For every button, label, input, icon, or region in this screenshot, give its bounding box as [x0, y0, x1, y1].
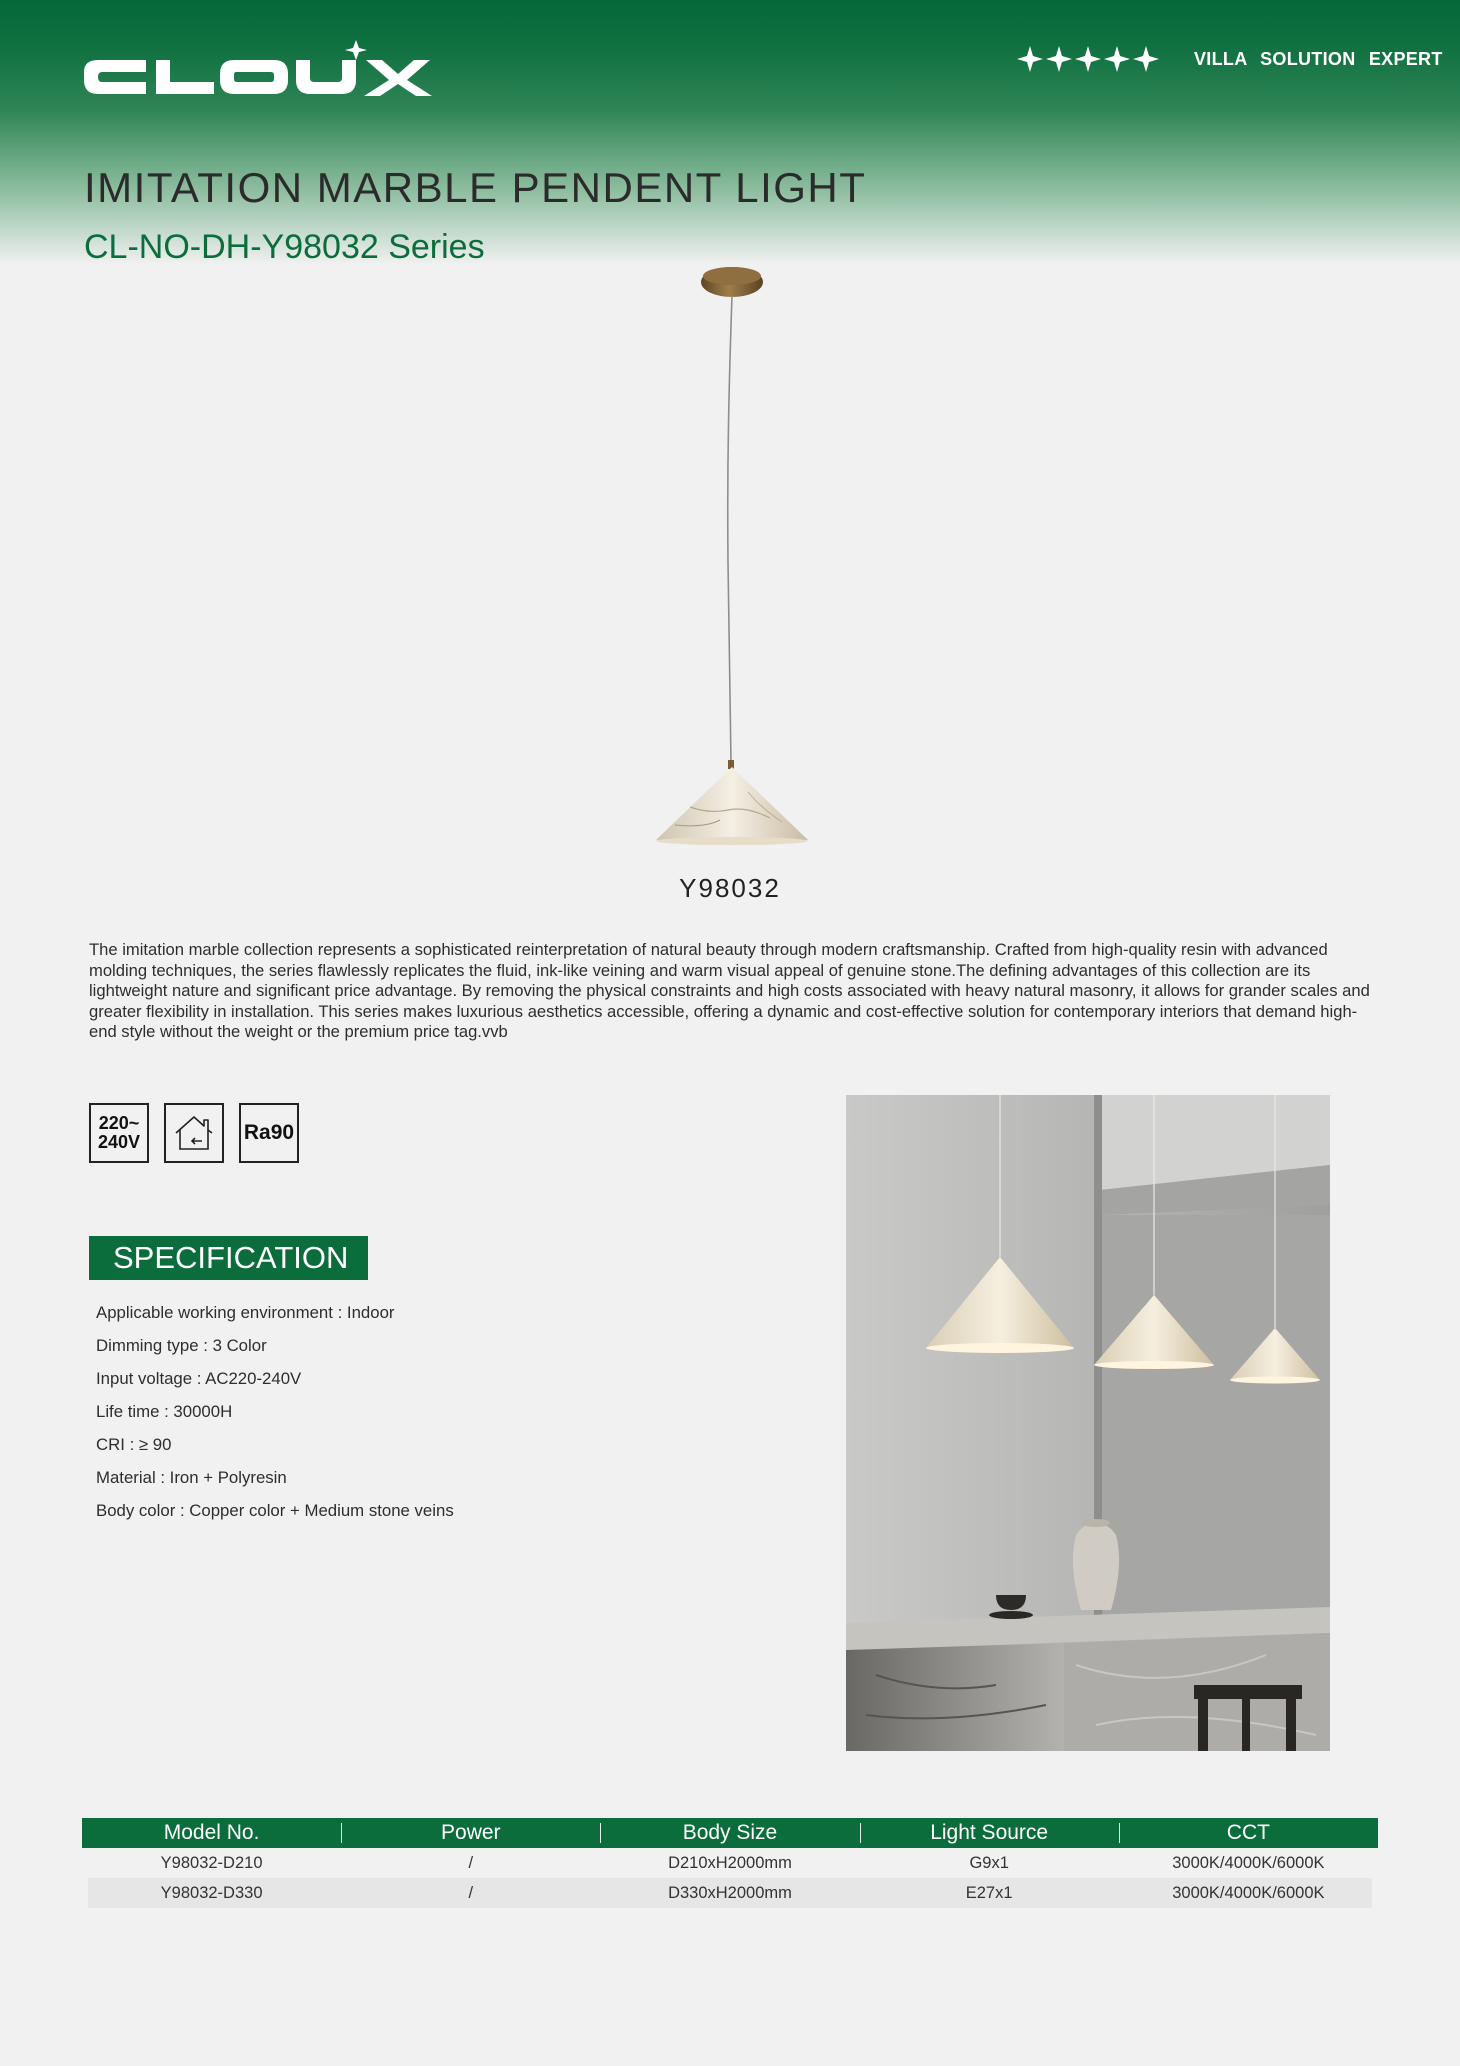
column-header-light-source: Light Source [860, 1818, 1119, 1848]
rating-stars [1016, 38, 1162, 80]
series-subtitle: CL-NO-DH-Y98032 Series [84, 228, 485, 266]
voltage-badge [89, 1103, 149, 1163]
cloux-logo [84, 40, 440, 102]
page-title: IMITATION MARBLE PENDENT LIGHT [84, 164, 867, 211]
column-header-model: Model No. [82, 1818, 341, 1848]
model-caption: Y98032 [679, 873, 781, 903]
house-indoor-icon [170, 1111, 218, 1155]
star-icon [1046, 46, 1072, 72]
column-header-power: Power [341, 1818, 600, 1848]
spec-item: Dimming type : 3 Color [96, 1336, 267, 1355]
spec-item: CRI : ≥ 90 [96, 1435, 172, 1454]
product-description: The imitation marble collection represents a sophisticated reinterpretation of natural beauty through modern craftsmanship. Crafted from high-quality resin with advanced molding techniques, the series flawlessly replicates the fluid, ink-like veining and warm visual appeal of genuine stone.The defining advantages of this collection are its lightweight nature and significant price advantage. By removing the physical constraints and high costs associated with heavy natural masonry, it allows for grander scales and greater flexibility in installation. This series makes luxurious aesthetics accessible, offering a dynamic and cost-effective solution for contemporary interiors that demand high-end style without the weight or the premium price tag.vvb [89, 940, 1370, 1042]
tagline: VILLA SOLUTION EXPERT [1194, 49, 1443, 69]
spec-item: Life time : 30000H [96, 1402, 233, 1421]
table-cell: Y98032-D210 [160, 1853, 263, 1872]
table-cell: D330xH2000mm [600, 1878, 859, 1908]
table-cell: 3000K/4000K/6000K [1119, 1878, 1378, 1908]
interior-scene-photo [846, 1095, 1330, 1751]
voltage-badge-line2: 240V [97, 1132, 141, 1152]
spec-item: Body color : Copper color + Medium stone veins [96, 1501, 454, 1520]
table-cell: G9x1 [969, 1853, 1009, 1872]
table-cell: 3000K/4000K/6000K [1172, 1853, 1325, 1872]
specification-list [96, 1302, 454, 1533]
indoor-badge [164, 1103, 224, 1163]
specification-heading: SPECIFICATION [89, 1236, 368, 1280]
table-cell: E27x1 [860, 1878, 1119, 1908]
table-cell: / [468, 1853, 474, 1872]
table-row [82, 1848, 1378, 1878]
star-icon [1017, 46, 1043, 72]
spec-item: Applicable working environment : Indoor [96, 1303, 395, 1322]
table-cell: Y98032-D330 [82, 1878, 341, 1908]
model-table [82, 1818, 1378, 1908]
column-header-cct: CCT [1119, 1818, 1378, 1848]
voltage-badge-line1: 220~ [98, 1113, 140, 1133]
table-cell: / [341, 1878, 600, 1908]
star-icon [1133, 46, 1159, 72]
table-row [82, 1878, 1378, 1908]
pendant-lamp-illustration [650, 262, 814, 852]
star-icon [1075, 46, 1101, 72]
spec-item: Material : Iron + Polyresin [96, 1468, 287, 1487]
table-cell: D210xH2000mm [668, 1853, 792, 1872]
column-header-body-size: Body Size [600, 1818, 859, 1848]
spec-item: Input voltage : AC220-240V [96, 1369, 302, 1388]
star-icon [1104, 46, 1130, 72]
cri-badge: Ra90 [239, 1103, 299, 1163]
